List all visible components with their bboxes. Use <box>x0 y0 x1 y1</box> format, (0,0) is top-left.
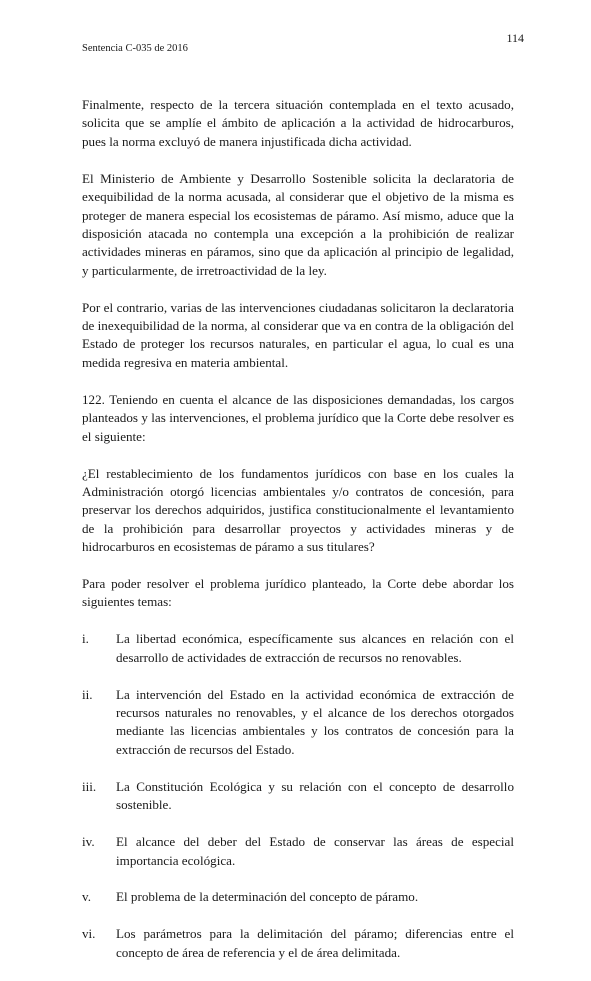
document-body <box>82 96 514 981</box>
list-item-number: ii. <box>82 686 93 702</box>
document-reference: Sentencia C-035 de 2016 <box>82 43 188 54</box>
list-item-text: La Constitución Ecológica y su relación con el concepto de desarrollo sostenible. <box>116 778 514 813</box>
list-item-text: El problema de la determinación del concepto de páramo. <box>116 889 419 905</box>
list-item-number: vi. <box>82 926 96 942</box>
list-item <box>82 630 514 667</box>
list-item-text: La intervención del Estado en la actividad económica de extracción de recursos naturales no renovables, y el alcance de los derechos otorgados mediante las licencias ambientales y los contratos de concesión para la extracción de recursos del Estado. <box>116 686 514 757</box>
list-item <box>82 833 514 870</box>
list-item <box>82 686 514 760</box>
list-item-text: La libertad económica, específicamente sus alcances en relación con el desarrollo de actividades de extracción de recursos no renovables. <box>116 631 514 665</box>
list-item-number: iii. <box>82 778 97 794</box>
list-item-number: iv. <box>82 834 95 850</box>
page-number: 114 <box>506 31 524 45</box>
list-item-number: v. <box>82 889 91 905</box>
list-item <box>82 925 514 962</box>
list-item <box>82 888 514 906</box>
paragraph-legal-question: ¿El restablecimiento de los fundamentos jurídicos con base en los cuales la Administración otorgó licencias ambientales y/o contratos de concesión, para preservar los derechos adquiridos, justifica constitucionalmente el levantamiento de la prohibición para desarrollar proyectos y actividades mineras y de hidrocarburos en ecosistemas de páramo a sus titulares? <box>82 465 514 555</box>
topics-list <box>82 630 514 962</box>
paragraph-topics-intro: Para poder resolver el problema jurídico planteado, la Corte debe abordar los siguientes temas: <box>82 576 514 610</box>
paragraph-intervenciones: Por el contrario, varias de las intervenciones ciudadanas solicitaron la declaratoria de inexequibilidad de la norma, al considerar que va en contra de la obligación del Estado de proteger los recursos naturales, en particular el agua, lo cual es una medida regresiva en materia ambiental. <box>82 299 514 370</box>
paragraph-122: 122. Teniendo en cuenta el alcance de las disposiciones demandadas, los cargos planteados y las intervenciones, el problema jurídico que la Corte debe resolver es el siguiente: <box>82 391 514 444</box>
list-item-text: El alcance del deber del Estado de conservar las áreas de especial importancia ecológica. <box>116 834 514 868</box>
list-item-number: i. <box>82 631 89 647</box>
paragraph-finalmente: Finalmente, respecto de la tercera situación contemplada en el texto acusado, solicita que se amplíe el ámbito de aplicación a la actividad de hidrocarburos, pues la norma excluyó de manera injustificada dicha actividad. <box>82 97 514 149</box>
paragraph-ministerio: El Ministerio de Ambiente y Desarrollo Sostenible solicita la declaratoria de exequibilidad de la norma acusada, al considerar que el objetivo de la misma es proteger de manera especial los ecosistemas de páramo. Así mismo, aduce que la disposición atacada no contempla una excepción a la prohibición de realizar actividades mineras en páramos, sino que da aplicación al principio de legalidad, y particularmente, de irretroactividad de la ley. <box>82 170 514 278</box>
list-item-text: Los parámetros para la delimitación del páramo; diferencias entre el concepto de área de referencia y el de área delimitada. <box>116 926 514 960</box>
list-item <box>82 778 514 815</box>
